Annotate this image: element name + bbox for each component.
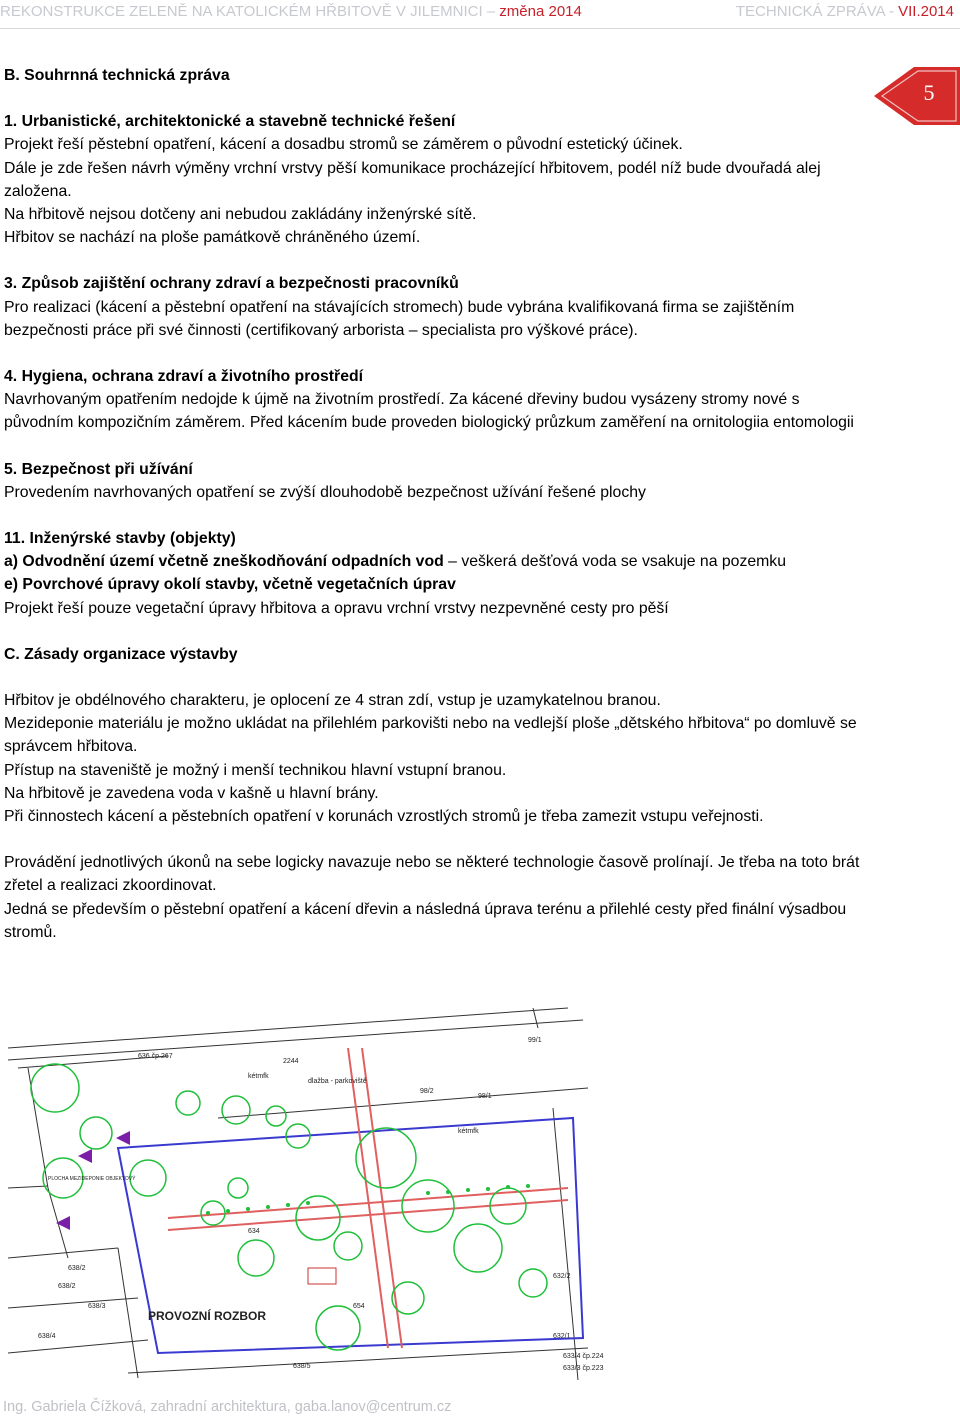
map-label: 98/2 bbox=[420, 1088, 434, 1095]
report-body bbox=[4, 64, 862, 944]
header-report-title: TECHNICKÁ ZPRÁVA - bbox=[735, 3, 899, 20]
map-title: PROVOZNÍ ROZBOR bbox=[148, 1309, 267, 1323]
map-label: 638/2 bbox=[68, 1265, 86, 1272]
map-label: kétmfk bbox=[458, 1128, 479, 1135]
page-number: 5 bbox=[923, 80, 935, 105]
section-1-line: Projekt řeší pěstební opatření, kácení a dosadbu stromů se záměrem o původní estetický účinek. bbox=[4, 136, 683, 154]
header-title: REKONSTRUKCE ZELENĚ NA KATOLICKÉM HŘBITOVĚ V JILEMNICI – bbox=[0, 3, 500, 20]
map-label: 636 čp.267 bbox=[138, 1053, 173, 1060]
section-11a-text: – veškerá dešťová voda se vsakuje na pozemku bbox=[443, 553, 786, 571]
section-11a-heading: a) Odvodnění území včetně zneškodňování odpadních vod bbox=[4, 553, 444, 571]
header-date: VII.2014 bbox=[898, 3, 954, 20]
map-label: 654 bbox=[353, 1303, 365, 1310]
section-3-heading: 3. Způsob zajištění ochrany zdraví a bezpečnosti pracovníků bbox=[4, 275, 459, 293]
map-label: 638/5 bbox=[293, 1363, 311, 1370]
map-label: 2244 bbox=[283, 1058, 299, 1065]
section-4-heading: 4. Hygiena, ochrana zdraví a životního prostředí bbox=[4, 368, 364, 386]
map-label: kétmfk bbox=[248, 1073, 269, 1080]
section-c-paragraph: Provádění jednotlivých úkonů na sebe logicky navazuje nebo se některé technologie časově prolínají. Je třeba na toto brát zřetel a realizaci zkoordinovat. bbox=[4, 854, 860, 895]
section-5-text: Provedením navrhovaných opatření se zvýší dlouhodobě bezpečnost užívání řešené plochy bbox=[4, 483, 646, 501]
section-11e-heading: e) Povrchové úpravy okolí stavby, včetně vegetačních úprav bbox=[4, 576, 456, 594]
map-label: 638/4 bbox=[38, 1333, 56, 1340]
section-c-heading: C. Zásady organizace výstavby bbox=[4, 645, 238, 663]
section-1-line: Hřbitov se nachází na ploše památkově chráněného území. bbox=[4, 229, 421, 247]
site-plan-map bbox=[8, 1008, 604, 1380]
map-label: 634 bbox=[248, 1228, 260, 1235]
header-change: změna 2014 bbox=[499, 3, 582, 20]
section-c-line: Při činnostech kácení a pěstebních opatření v korunách vzrostlých stromů je třeba zamezit vstupu veřejnosti. bbox=[4, 808, 764, 826]
section-1-line: Dále je zde řešen návrh výměny vrchní vrstvy pěší komunikace procházející hřbitovem, podél níž bude dvouřadá alej založena. bbox=[4, 159, 821, 200]
section-c-paragraph: Jedná se především o pěstební opatření a kácení dřevin a následná úprava terénu a přilehlé cesty před finální výsadbou stromů. bbox=[4, 900, 847, 941]
map-label: 633/4 čp.224 bbox=[563, 1353, 604, 1360]
map-legend-label: PLOCHA MEZIDEPONIE OBJEKTOVÝ bbox=[48, 1176, 136, 1182]
section-c-line: Mezideponie materiálu je možno ukládat na přilehlém parkovišti nebo na vedlejší ploše „dětského hřbitova“ po domluvě se správcem hřbitova. bbox=[4, 715, 857, 756]
section-11a bbox=[4, 550, 862, 573]
section-11e-text: Projekt řeší pouze vegetační úpravy hřbitova a opravu vrchní vrstvy nezpevněné cesty pro pěší bbox=[4, 599, 669, 617]
map-label: 632/2 bbox=[553, 1273, 571, 1280]
section-1-heading: 1. Urbanistické, architektonické a stavebně technické řešení bbox=[4, 113, 456, 131]
section-11-heading: 11. Inženýrské stavby (objekty) bbox=[4, 530, 236, 548]
section-1-line: Na hřbitově nejsou dotčeny ani nebudou zakládány inženýrské sítě. bbox=[4, 206, 477, 224]
map-label: 99/1 bbox=[528, 1037, 542, 1044]
section-c-line: Hřbitov je obdélnového charakteru, je oplocení ze 4 stran zdí, vstup je uzamykatelnou branou. bbox=[4, 692, 661, 710]
map-label: 633/3 čp.223 bbox=[563, 1365, 604, 1372]
map-label: 638/3 bbox=[88, 1303, 106, 1310]
map-label: dlažba - parkoviště bbox=[308, 1078, 367, 1085]
header-left bbox=[0, 3, 582, 20]
section-c-line: Na hřbitově je zavedena voda v kašně u hlavní brány. bbox=[4, 784, 379, 802]
header-divider bbox=[0, 28, 960, 29]
section-b-title: B. Souhrnná technická zpráva bbox=[4, 67, 230, 84]
map-label: 638/2 bbox=[58, 1283, 76, 1290]
map-label: 98/1 bbox=[478, 1093, 492, 1100]
section-4-text: Navrhovaným opatřením nedojde k újmě na životním prostředí. Za kácené dřeviny budou vysázeny stromy nové s původním kompozičním záměrem. Před kácením bude proveden biologický průzkum zaměření na ornitologiia entomologii bbox=[4, 391, 854, 432]
section-c-line: Přístup na staveniště je možný i menší technikou hlavní vstupní branou. bbox=[4, 761, 507, 779]
section-5-heading: 5. Bezpečnost při užívání bbox=[4, 460, 193, 478]
header-right bbox=[736, 3, 954, 20]
footer-contact: Ing. Gabriela Čížková, zahradní architektura, gaba.lanov@centrum.cz bbox=[3, 1399, 452, 1415]
section-3-text: Pro realizaci (kácení a pěstební opatření na stávajících stromech) bude vybrána kvalifikovaná firma se zajištěním bezpečnosti práce při své činnosti (certifikovaný arborista – specialista pro výškové práce). bbox=[4, 298, 795, 339]
map-label: 632/1 bbox=[553, 1333, 571, 1340]
